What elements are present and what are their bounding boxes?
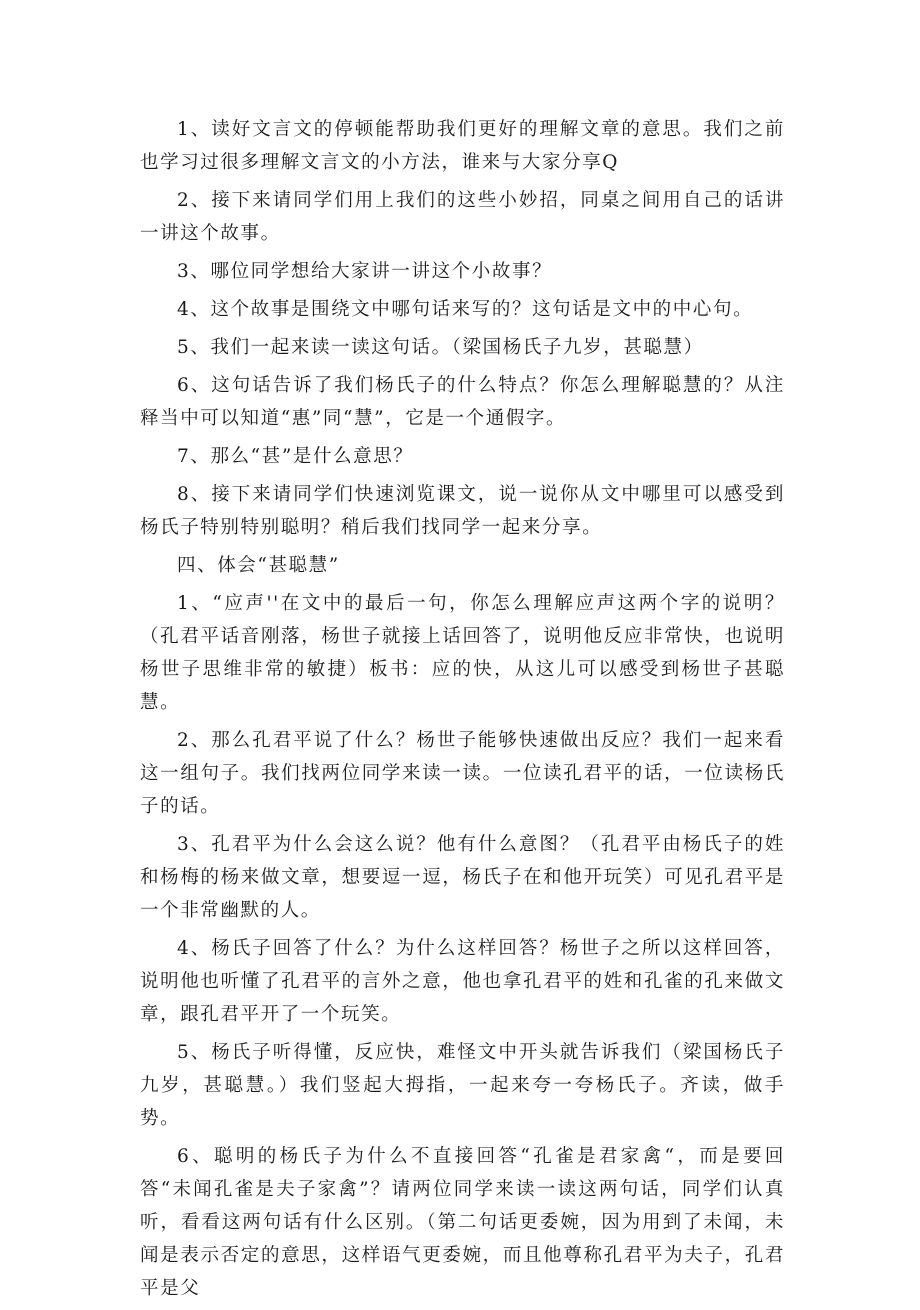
paragraph-2: 2、接下来请同学们用上我们的这些小妙招，同桌之间用自己的话讲一讲这个故事。 bbox=[140, 190, 785, 244]
section-heading: 四、体会“甚聪慧” bbox=[177, 555, 340, 576]
document-page bbox=[140, 113, 785, 1310]
paragraph-10: 2、那么孔君平说了什么？杨世子能够快速做出反应？我们一起来看这一组句子。我们找两位同学来读一读。一位读孔君平的话，一位读杨氏子的话。 bbox=[140, 730, 785, 817]
paragraph-6: 6、这句话告诉了我们杨氏子的什么特点？你怎么理解聪慧的？从注释当中可以知道“惠”同“慧”，它是一个通假字。 bbox=[140, 375, 785, 429]
paragraph-14: 6、聪明的杨氏子为什么不直接回答“孔雀是君家禽“，而是要回答“未闻孔雀是夫子家禽”？请两位同学来读一读这两句话，同学们认真听，看看这两句话有什么区别。（第二句话更委婉，因为用到了未闻，未闻是表示否定的意思，这样语气更委婉，而且他尊称孔君平为夫子，孔君平是父 bbox=[140, 1146, 785, 1299]
paragraph-5: 5、我们一起来读一读这句话。（梁国杨氏子九岁，甚聪慧） bbox=[177, 337, 704, 358]
paragraph-3: 3、哪位同学想给大家讲一讲这个小故事？ bbox=[177, 261, 553, 282]
paragraph-1: 1、读好文言文的停顿能帮助我们更好的理解文章的意思。我们之前也学习过很多理解文言文的小方法，谁来与大家分享Q bbox=[140, 119, 785, 173]
paragraph-8: 8、接下来请同学们快速浏览课文，说一说你从文中哪里可以感受到杨氏子特别特别聪明？稍后我们找同学一起来分享。 bbox=[140, 484, 785, 538]
paragraph-4: 4、这个故事是围绕文中哪句话来写的？这句话是文中的中心句。 bbox=[177, 299, 754, 320]
paragraph-9: 1、“应声''在文中的最后一句，你怎么理解应声这两个字的说明？（孔君平话音刚落，杨世子就接上话回答了，说明他反应非常快，也说明杨世子思维非常的敏捷）板书：应的快，从这儿可以感受到杨世子甚聪慧。 bbox=[140, 593, 785, 713]
paragraph-11: 3、孔君平为什么会这么说？他有什么意图？（孔君平由杨氏子的姓和杨梅的杨来做文章，想要逗一逗，杨氏子在和他开玩笑）可见孔君平是一个非常幽默的人。 bbox=[140, 834, 785, 921]
paragraph-13: 5、杨氏子听得懂，反应快，难怪文中开头就告诉我们（梁国杨氏子九岁，甚聪慧。）我们竖起大拇指，一起来夸一夸杨氏子。齐读，做手势。 bbox=[140, 1042, 785, 1129]
paragraph-7: 7、那么“甚”是什么意思？ bbox=[177, 446, 414, 467]
paragraph-12: 4、杨氏子回答了什么？为什么这样回答？杨世子之所以这样回答，说明他也听懂了孔君平的言外之意，他也拿孔君平的姓和孔雀的孔来做文章，跟孔君平开了一个玩笑。 bbox=[140, 938, 785, 1025]
